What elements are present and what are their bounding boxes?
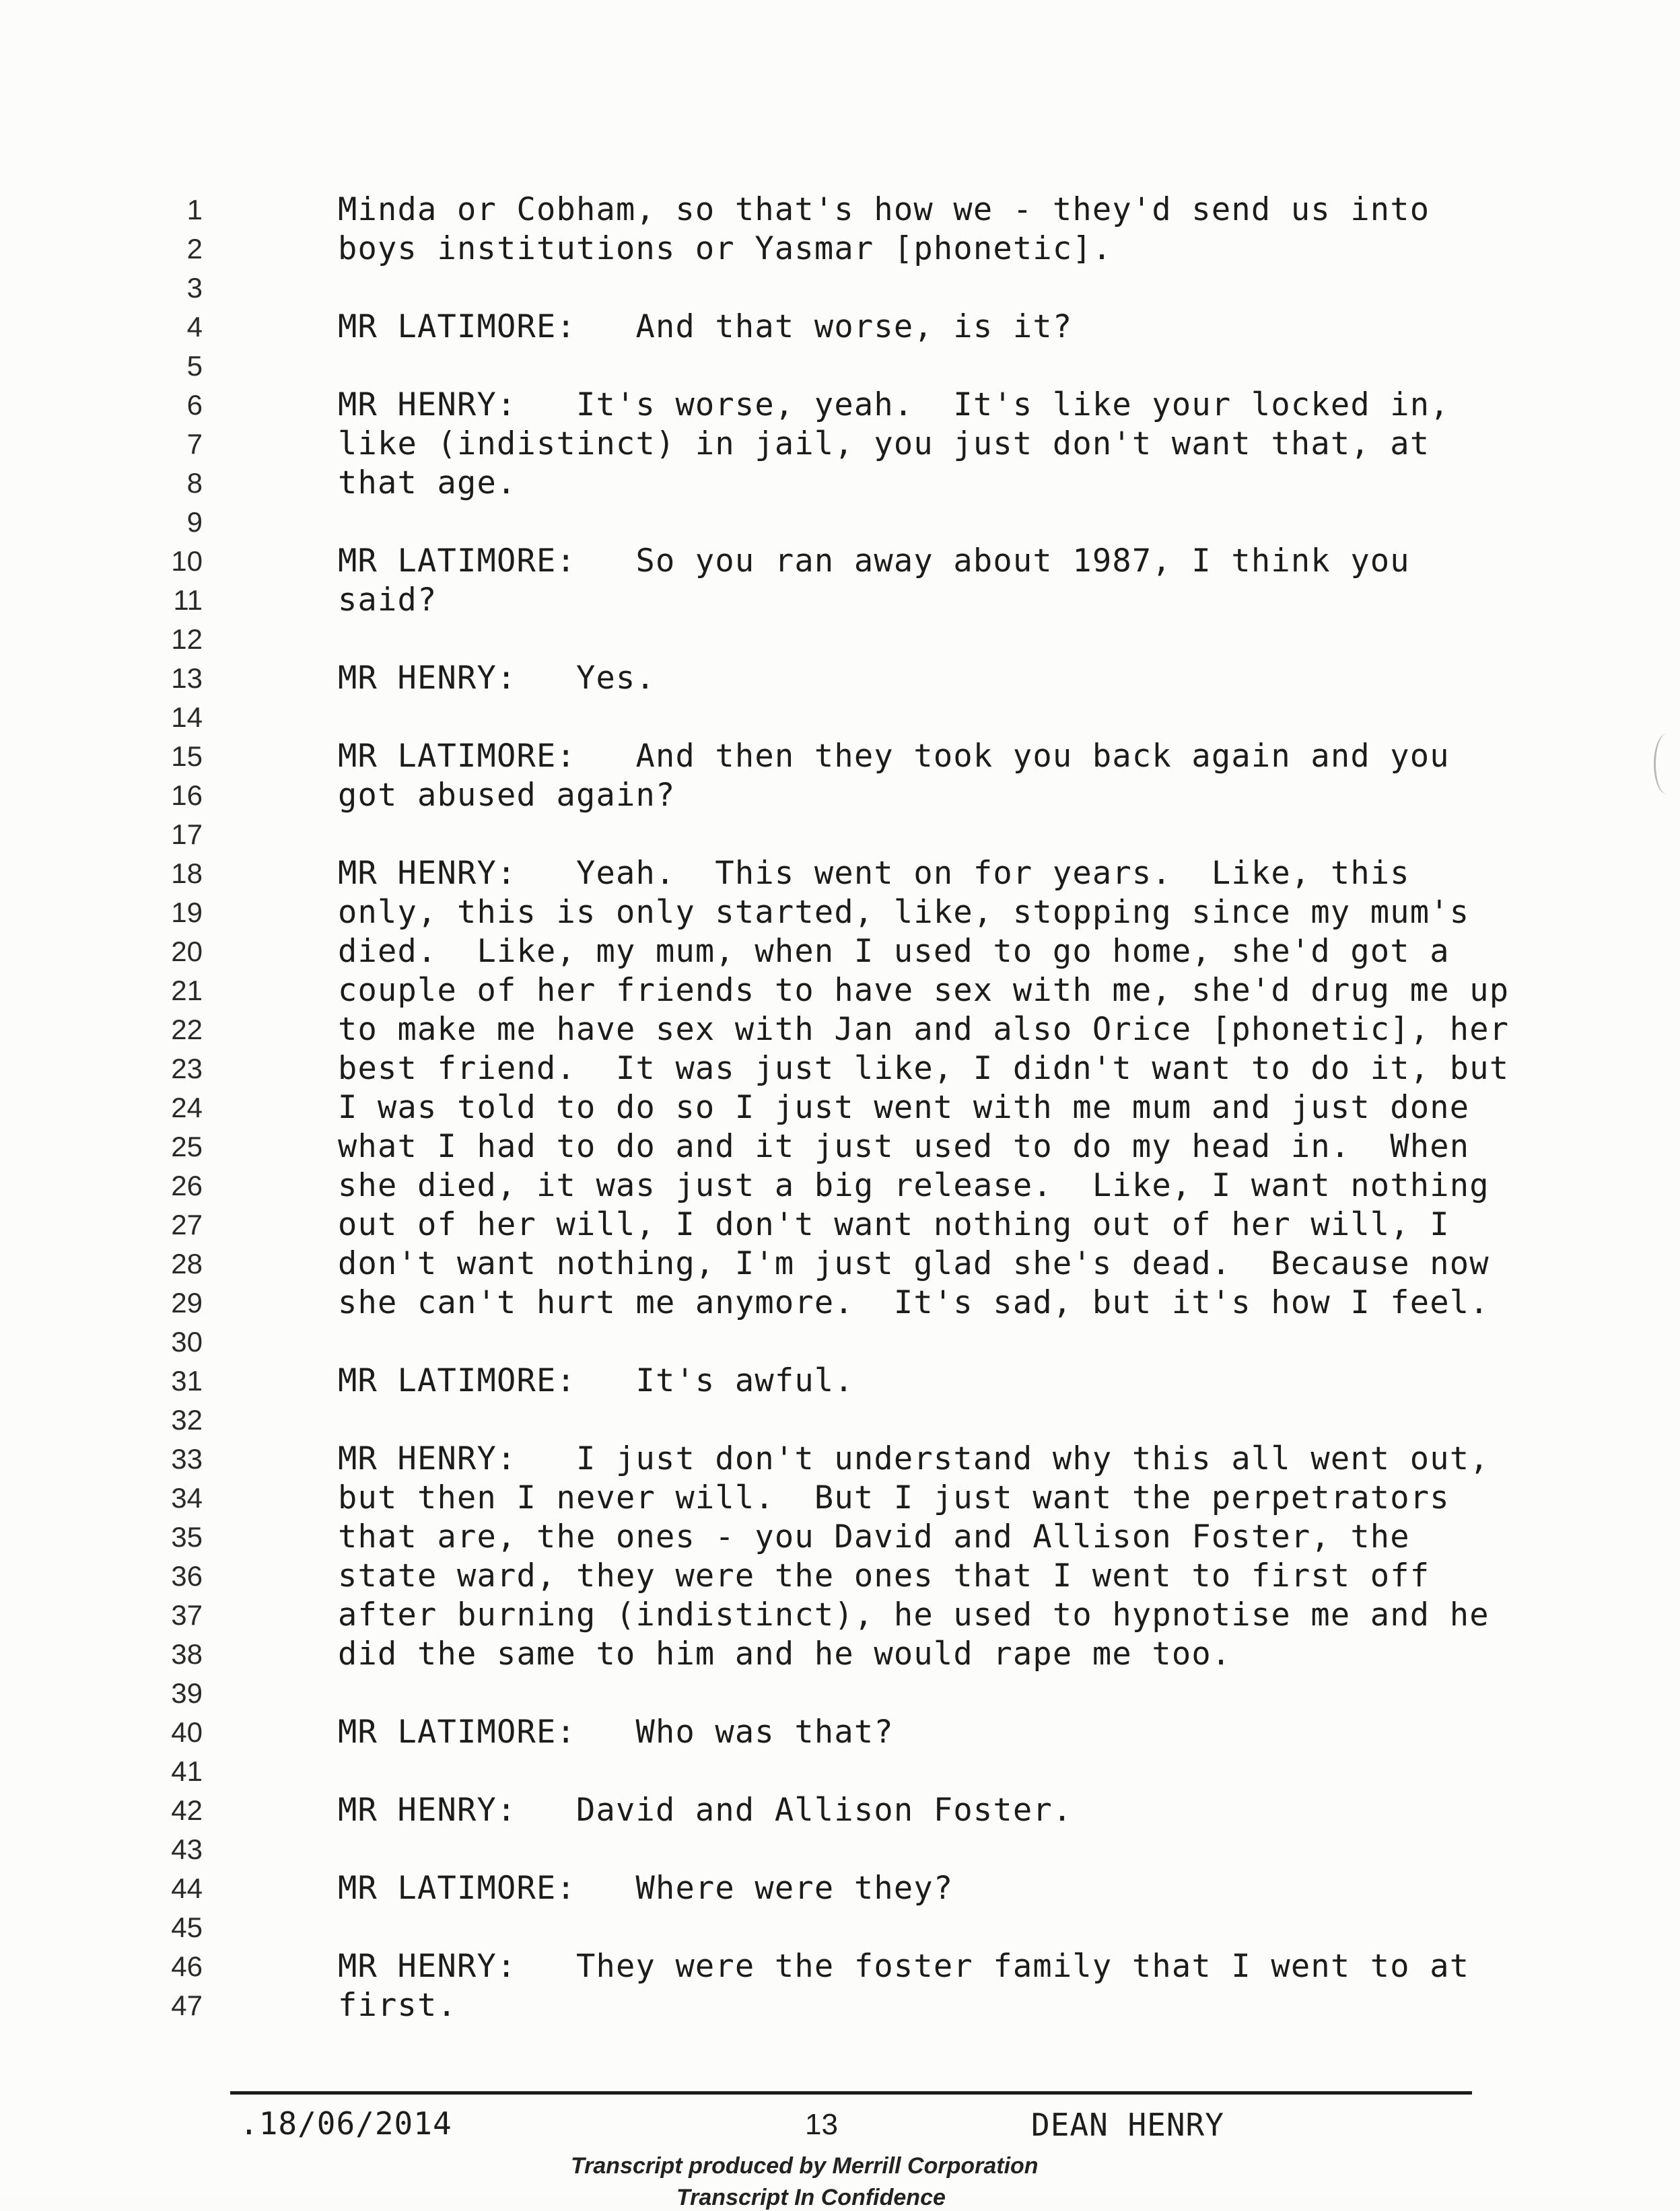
line-number: 15	[171, 740, 203, 772]
transcript-line	[0, 854, 1680, 893]
line-text: died. Like, my mum, when I used to go home, she'd got a	[338, 933, 1450, 970]
line-text: MR LATIMORE: And then they took you back again and you	[338, 738, 1450, 775]
transcript-line	[0, 1752, 1680, 1791]
producer-note: Transcript produced by Merrill Corporation	[571, 2153, 1039, 2179]
transcript-line	[0, 425, 1680, 464]
line-number: 43	[171, 1833, 203, 1865]
line-number: 32	[171, 1404, 203, 1436]
line-text: best friend. It was just like, I didn't want to do it, but	[338, 1050, 1510, 1087]
transcript-line	[0, 1244, 1680, 1284]
line-number: 30	[171, 1326, 203, 1358]
line-number: 9	[186, 506, 203, 538]
line-number: 1	[186, 194, 203, 225]
transcript-line	[0, 347, 1680, 386]
line-text: boys institutions or Yasmar [phonetic].	[338, 230, 1113, 267]
transcript-line	[0, 1713, 1680, 1752]
line-text: MR HENRY: Yes.	[338, 660, 656, 697]
transcript-line	[0, 1323, 1680, 1362]
transcript-line	[0, 503, 1680, 542]
transcript-line	[0, 737, 1680, 776]
transcript-line	[0, 1479, 1680, 1518]
line-text: couple of her friends to have sex with me, she'd drug me up	[338, 972, 1510, 1009]
line-number: 18	[171, 857, 203, 889]
line-text: out of her will, I don't want nothing out of her will, I	[338, 1206, 1450, 1243]
line-number: 47	[171, 1990, 203, 2021]
line-number: 44	[171, 1872, 203, 1904]
line-number: 33	[171, 1443, 203, 1475]
line-text: first.	[338, 1987, 457, 2024]
transcript-line	[0, 1205, 1680, 1244]
line-number: 20	[171, 936, 203, 967]
transcript-line	[0, 1284, 1680, 1323]
line-text: state ward, they were the ones that I went to first off	[338, 1557, 1430, 1594]
transcript-line	[0, 190, 1680, 230]
scan-edge-mark	[1654, 734, 1680, 794]
footer-rule	[230, 2091, 1472, 2095]
transcript-line	[0, 1010, 1680, 1049]
line-text: Minda or Cobham, so that's how we - they'd send us into	[338, 191, 1430, 228]
transcript-line	[0, 1830, 1680, 1869]
line-text: MR HENRY: It's worse, yeah. It's like your locked in,	[338, 386, 1450, 423]
line-number: 22	[171, 1014, 203, 1045]
transcript-line	[0, 932, 1680, 971]
line-text: that are, the ones - you David and Allison Foster, the	[338, 1518, 1410, 1555]
line-number: 39	[171, 1677, 203, 1709]
line-number: 28	[171, 1248, 203, 1279]
line-text: don't want nothing, I'm just glad she's dead. Because now	[338, 1245, 1490, 1282]
transcript-line	[0, 893, 1680, 932]
transcript-line	[0, 1635, 1680, 1674]
transcript-line	[0, 1986, 1680, 2025]
line-number: 3	[186, 272, 203, 304]
page-number: 13	[805, 2108, 838, 2141]
line-number: 19	[171, 897, 203, 928]
confidence-note: Transcript In Confidence	[676, 2185, 946, 2210]
transcript-line	[0, 1947, 1680, 1986]
line-number: 7	[186, 428, 203, 460]
line-text: but then I never will. But I just want the perpetrators	[338, 1479, 1450, 1516]
line-number: 11	[173, 584, 203, 616]
line-text: MR LATIMORE: It's awful.	[338, 1362, 854, 1399]
transcript-line	[0, 1869, 1680, 1908]
transcript-line	[0, 1440, 1680, 1479]
transcript-line	[0, 1127, 1680, 1166]
line-number: 23	[171, 1053, 203, 1084]
transcript-line	[0, 1088, 1680, 1127]
transcript-line	[0, 971, 1680, 1010]
line-text: got abused again?	[338, 777, 676, 814]
transcript-line	[0, 1791, 1680, 1830]
line-text: what I had to do and it just used to do my head in. When	[338, 1128, 1470, 1165]
witness-name: DEAN HENRY	[1031, 2107, 1224, 2143]
transcript-line	[0, 542, 1680, 581]
line-number: 35	[171, 1521, 203, 1553]
line-text: to make me have sex with Jan and also Orice [phonetic], her	[338, 1011, 1510, 1048]
line-text: MR HENRY: I just don't understand why this all went out,	[338, 1440, 1490, 1477]
line-number: 27	[171, 1209, 203, 1240]
line-text: MR HENRY: Yeah. This went on for years. Like, this	[338, 855, 1410, 892]
transcript-body	[0, 190, 1680, 2025]
line-text: after burning (indistinct), he used to hypnotise me and he	[338, 1596, 1490, 1634]
line-number: 25	[171, 1131, 203, 1162]
transcript-line	[0, 1401, 1680, 1440]
line-number: 37	[171, 1599, 203, 1631]
transcript-line	[0, 1557, 1680, 1596]
transcript-line	[0, 1596, 1680, 1635]
line-number: 24	[171, 1092, 203, 1123]
line-text: only, this is only started, like, stopping since my mum's	[338, 894, 1470, 931]
line-number: 8	[186, 467, 203, 499]
transcript-line	[0, 1908, 1680, 1947]
transcript-line	[0, 1362, 1680, 1401]
line-number: 2	[186, 233, 203, 265]
line-number: 45	[171, 1911, 203, 1943]
transcript-line	[0, 659, 1680, 698]
line-text: MR LATIMORE: So you ran away about 1987, I think you	[338, 542, 1410, 580]
line-number: 42	[171, 1794, 203, 1826]
line-text: MR LATIMORE: Where were they?	[338, 1870, 954, 1907]
line-number: 36	[171, 1560, 203, 1592]
line-number: 10	[171, 545, 203, 577]
line-number: 40	[171, 1716, 203, 1748]
line-text: I was told to do so I just went with me mum and just done	[338, 1089, 1470, 1126]
line-number: 34	[171, 1482, 203, 1514]
line-number: 6	[186, 389, 203, 421]
transcript-line	[0, 269, 1680, 308]
line-number: 12	[171, 623, 203, 655]
line-number: 41	[171, 1755, 203, 1787]
footer-date: .18/06/2014	[240, 2105, 452, 2142]
line-text: like (indistinct) in jail, you just don't want that, at	[338, 425, 1430, 462]
line-number: 26	[171, 1170, 203, 1201]
line-text: that age.	[338, 464, 517, 501]
transcript-line	[0, 464, 1680, 503]
line-number: 38	[171, 1638, 203, 1670]
transcript-line	[0, 620, 1680, 659]
line-text: did the same to him and he would rape me too.	[338, 1636, 1232, 1673]
transcript-line	[0, 1166, 1680, 1205]
transcript-line	[0, 230, 1680, 269]
transcript-line	[0, 1674, 1680, 1713]
transcript-line	[0, 815, 1680, 854]
transcript-line	[0, 386, 1680, 425]
line-text: MR LATIMORE: And that worse, is it?	[338, 308, 1073, 345]
line-number: 31	[171, 1365, 203, 1397]
transcript-line	[0, 581, 1680, 620]
line-number: 13	[171, 662, 203, 694]
transcript-line	[0, 1049, 1680, 1088]
line-text: said?	[338, 582, 438, 619]
line-number: 46	[171, 1951, 203, 1982]
line-number: 17	[171, 818, 203, 850]
transcript-line	[0, 1518, 1680, 1557]
line-number: 5	[186, 350, 203, 382]
line-number: 4	[186, 311, 203, 343]
line-text: MR LATIMORE: Who was that?	[338, 1714, 894, 1751]
transcript-line	[0, 308, 1680, 347]
transcript-line	[0, 776, 1680, 815]
line-number: 21	[171, 975, 203, 1006]
line-number: 29	[171, 1287, 203, 1319]
line-text: MR HENRY: They were the foster family that I went to at	[338, 1948, 1470, 1985]
line-text: MR HENRY: David and Allison Foster.	[338, 1792, 1073, 1829]
line-number: 14	[171, 701, 203, 733]
transcript-line	[0, 698, 1680, 737]
line-number: 16	[171, 779, 203, 811]
line-text: she can't hurt me anymore. It's sad, but it's how I feel.	[338, 1284, 1490, 1321]
line-text: she died, it was just a big release. Like, I want nothing	[338, 1167, 1490, 1204]
